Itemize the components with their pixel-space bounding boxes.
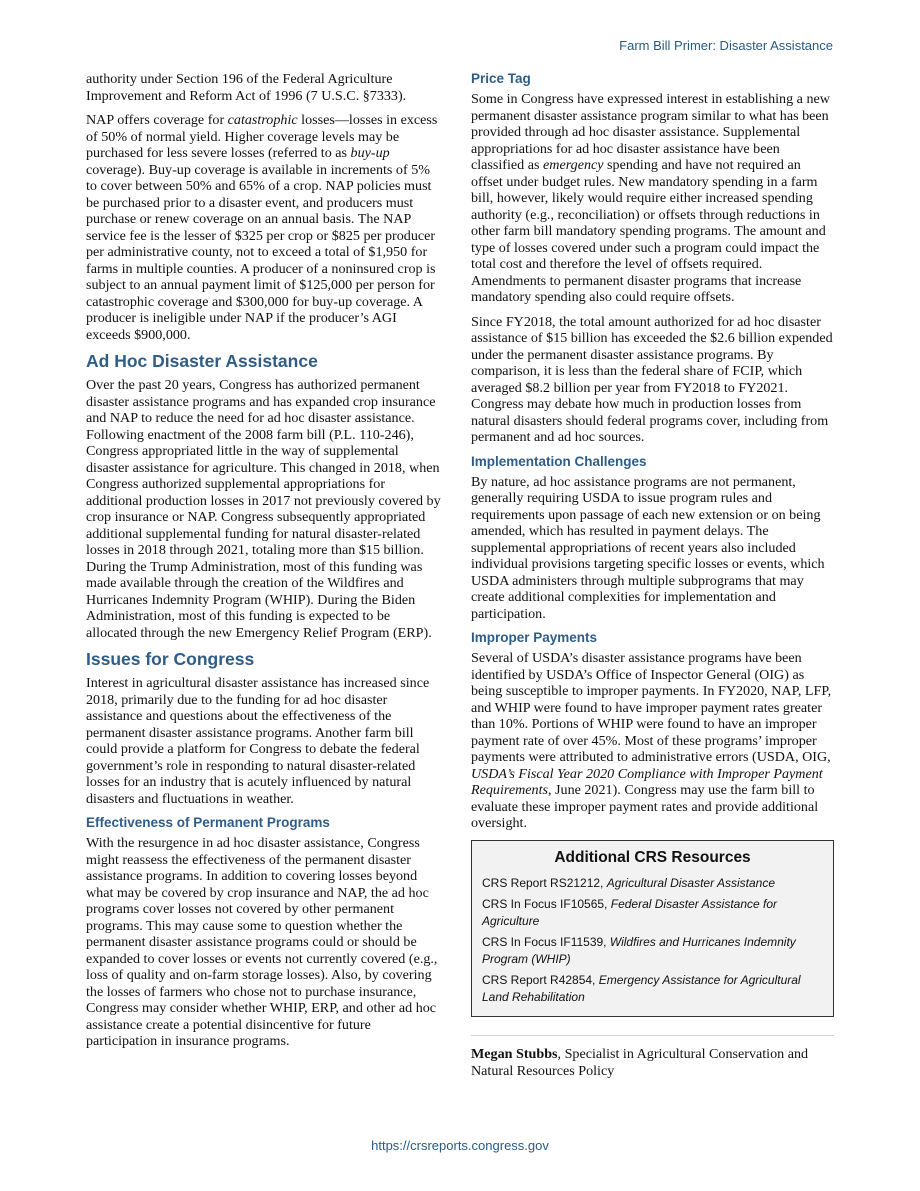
- paragraph-implementation: By nature, ad hoc assistance programs are not permanent, generally requiring USDA to issue program rules and requirements upon passage of each new extension or on being amended, which has resulted in payment delays. The supplemental appropriations of recent years also included individual provisions targeting specific losses or events, which USDA administers through multiple subprograms that may create additional complexities for implementation and participation.: [471, 473, 825, 622]
- paragraph-price-tag-2: Since FY2018, the total amount authorized for ad hoc disaster assistance of $15 billion has exceeded the $2.6 billion expended under the permanent disaster assistance programs. By comparison, it is less than the federal share of FCIP, which averaged $8.2 billion per year from FY2018 to FY2021. Congress may debate how much in production losses from natural disasters should federal programs cover, including from permanent and ad hoc sources.: [471, 313, 833, 445]
- running-head: Farm Bill Primer: Disaster Assistance: [619, 38, 833, 53]
- paragraph-nap-coverage: NAP offers coverage for catastrophic losses—losses in excess of 50% of normal yield. Higher coverage levels may be purchased for less severe losses (referred to as buy-up coverage). Buy-up coverage is available in increments of 5% to cover between 50% and 65% of a crop. NAP policies must be purchased prior to a disaster event, and producers must purchase or renew coverage on an annual basis. The NAP service fee is the lesser of $325 per crop or $825 per producer per administrative county, not to exceed a total of $1,950 for farms in multiple counties. A producer of a noninsured crop is subject to an annual payment limit of $125,000 per person for catastrophic coverage and $300,000 for buy-up coverage. A producer is ineligible under NAP if the producer’s AGI exceeds $900,000.: [86, 112, 438, 343]
- author-title: , Specialist in Agricultural Conservation and Natural Resources Policy: [471, 1045, 809, 1079]
- resource-item[interactable]: CRS Report R42854, Emergency Assistance for Agricultural Land Rehabilitation: [482, 972, 801, 1004]
- resource-item[interactable]: CRS In Focus IF11539, Wildfires and Hurricanes Indemnity Program (WHIP): [482, 934, 796, 966]
- paragraph-ad-hoc: Over the past 20 years, Congress has authorized permanent disaster assistance programs and has expanded crop insurance and NAP to reduce the need for ad hoc disaster assistance. Following enactment of the 2008 farm bill (P.L. 110-246), Congress appropriated little in the way of supplemental disaster assistance for agriculture. This changed in 2018, when Congress authorized supplemental appropriations for additional production losses in 2017 not previously covered by crop insurance or NAP. Congress subsequently appropriated additional supplemental funding for natural disaster-related losses in 2018 through 2021, totaling more than $15 billion. During the Trump Administration, most of this funding was made available through the creation of the Wildfires and Hurricanes Indemnity Program (WHIP). During the Biden Administration, most of this funding is expected to be allocated through the new Emergency Relief Program (ERP).: [86, 377, 441, 641]
- author-divider: [471, 1035, 834, 1036]
- heading-improper-payments: Improper Payments: [471, 630, 598, 645]
- paragraph-price-tag-1: Some in Congress have expressed interest in establishing a new permanent disaster assistance program similar to what has been provided through ad hoc disaster assistance. Supplemental appropriations for ad hoc disaster assistance have been classified as emergency spending and have not required an offset under budget rules. New mandatory spending in a farm bill, however, likely would require either increased spending authority (e.g., reconciliation) or offsets through reductions in other farm bill mandatory spending programs. The amount and type of losses covered under such a program could impact the total cost and therefore the level of offsets required. Amendments to permanent disaster programs that increase mandatory spending also could require offsets.: [471, 91, 830, 305]
- right-column: [471, 71, 834, 1089]
- heading-implementation: Implementation Challenges: [471, 453, 647, 469]
- heading-price-tag: Price Tag: [471, 71, 531, 86]
- resource-item[interactable]: CRS In Focus IF10565, Federal Disaster Assistance for Agriculture: [482, 896, 778, 928]
- paragraph-effectiveness: With the resurgence in ad hoc disaster assistance, Congress might reassess the effectiveness of the permanent disaster assistance programs. In addition to covering losses beyond what may be covered by crop insurance and NAP, the ad hoc programs cover losses not covered by other permanent programs. This may cause some to question whether the permanent disaster assistance programs could or should be expanded to cover losses or events not currently covered (e.g., loss of quality and on-farm storage losses). Also, by covering the losses of farmers who chose not to purchase insurance, Congress may consider whether WHIP, ERP, and other ad hoc assistance create a potential disincentive for future participation in insurance programs.: [86, 835, 438, 1049]
- paragraph-nap-authority: authority under Section 196 of the Federal Agriculture Improvement and Reform Act of 1996 (7 U.S.C. §7333).: [86, 71, 407, 104]
- resources-title: Additional CRS Resources: [554, 848, 751, 866]
- additional-resources-box: [471, 840, 834, 1017]
- heading-ad-hoc: Ad Hoc Disaster Assistance: [86, 351, 318, 371]
- paragraph-issues: Interest in agricultural disaster assistance has increased since 2018, primarily due to the funding for ad hoc disaster assistance and questions about the effectiveness of the permanent disaster assistance programs. Another farm bill could provide a platform for Congress to debate the federal government’s role in responding to natural disaster-related losses for an industry that is acutely influenced by natural disasters and fluctuations in weather.: [86, 675, 430, 807]
- author-block: [471, 1046, 834, 1081]
- paragraph-improper-payments: Several of USDA’s disaster assistance programs have been identified by USDA’s Office of Inspector General (OIG) as being susceptible to improper payments. In FY2020, NAP, LFP, and WHIP were found to have improper payment rates greater than 10%. Portions of WHIP were found to have an improper payment rate of over 45%. Most of these programs’ improper payments were attributed to administrative errors (USDA, OIG, USDA’s Fiscal Year 2020 Compliance with Improper Payment Requirements, June 2021). Congress may use the farm bill to evaluate these improper payment rates and provide additional oversight.: [471, 650, 832, 831]
- left-column: [86, 71, 444, 1058]
- resource-item[interactable]: CRS Report RS21212, Agricultural Disaster Assistance: [482, 875, 776, 890]
- author-name: Megan Stubbs: [471, 1045, 558, 1062]
- footer-url[interactable]: https://crsreports.congress.gov: [371, 1138, 549, 1153]
- heading-effectiveness: Effectiveness of Permanent Programs: [86, 815, 330, 830]
- heading-issues: Issues for Congress: [86, 649, 255, 669]
